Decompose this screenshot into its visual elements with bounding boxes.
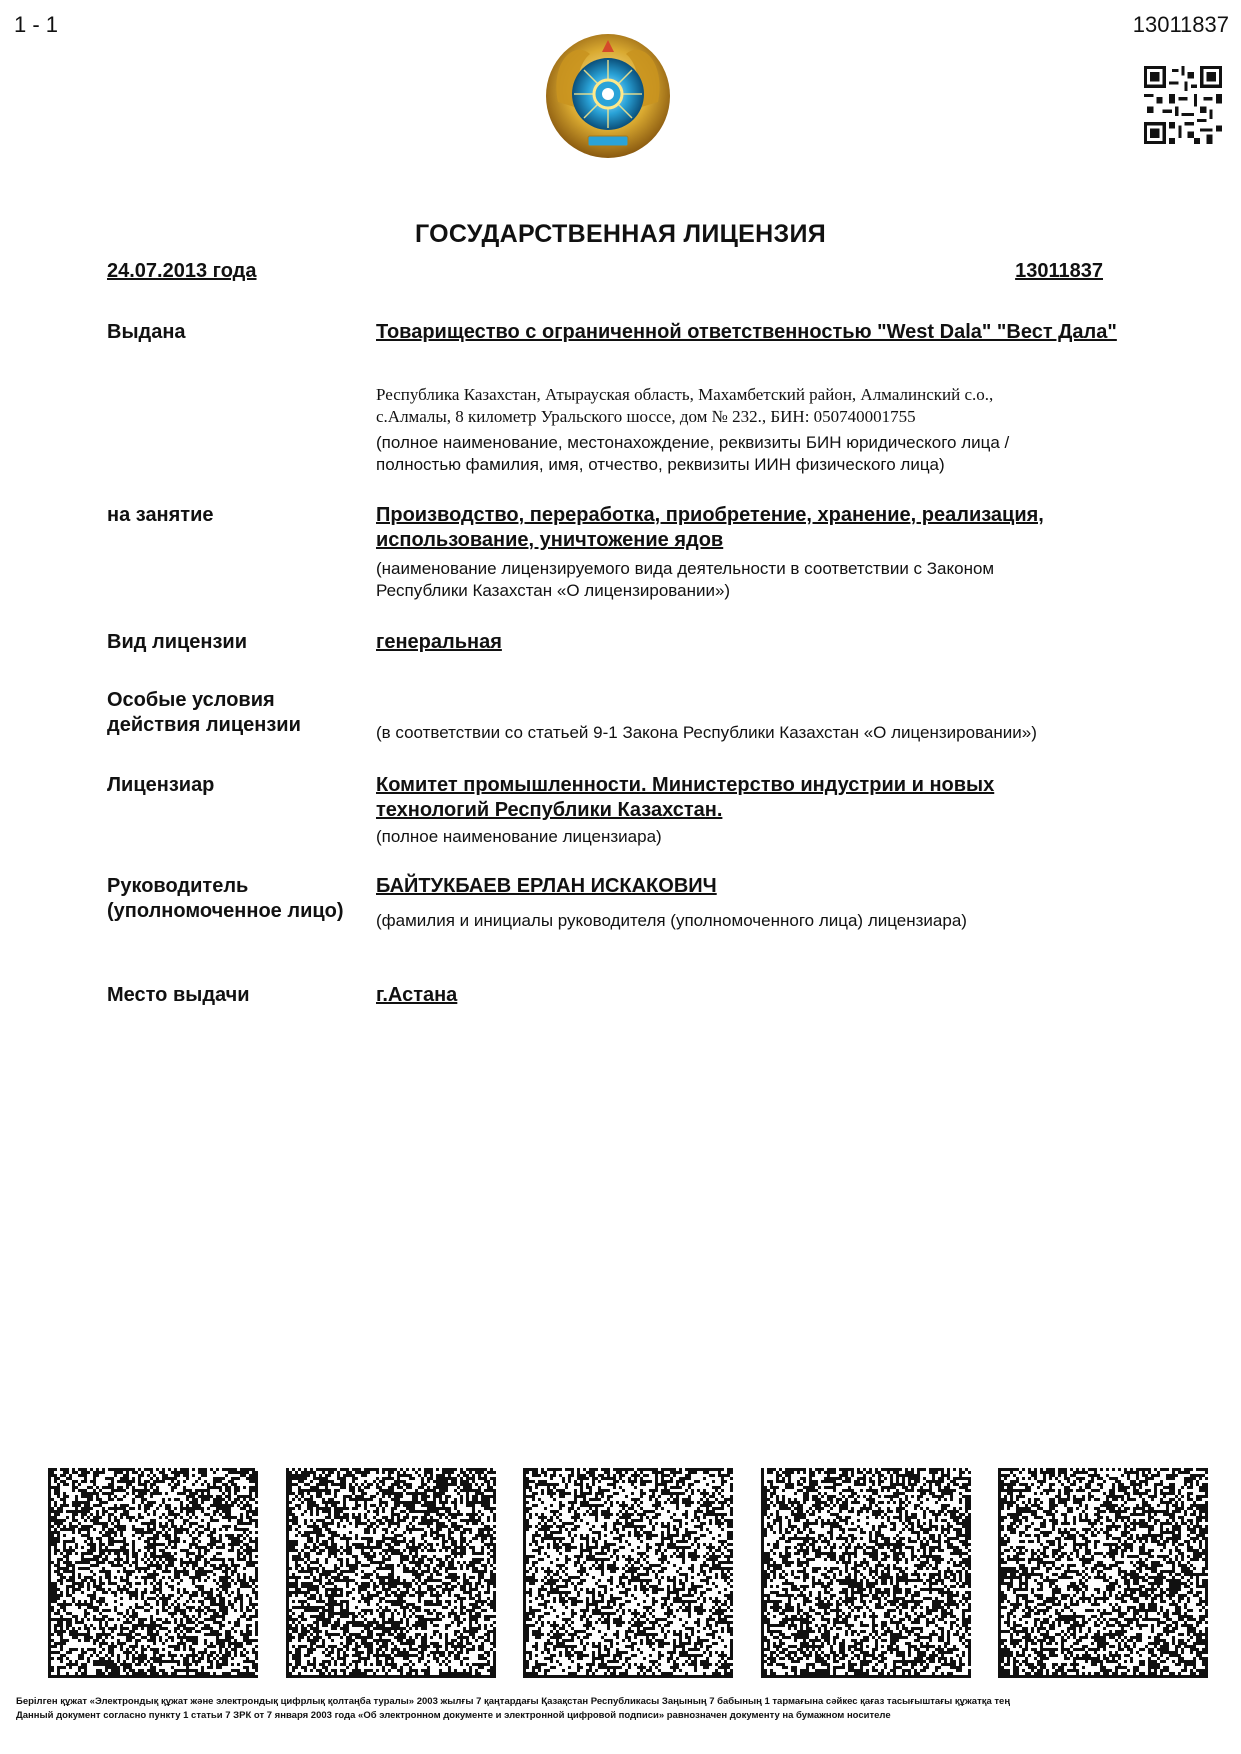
special-conditions-label-line1: Особые условия: [107, 689, 275, 711]
license-type-label: Вид лицензии: [107, 631, 248, 653]
2d-barcode-icon: [48, 1468, 258, 1678]
document-title: ГОСУДАРСТВЕННАЯ ЛИЦЕНЗИЯ: [414, 220, 827, 248]
footer-line-russian: Данный документ согласно пункту 1 статьи 7 ЗРК от 7 января 2003 года «Об электронном документе и электронной цифровой подписи» равнозначен документу на бумажном носителе: [16, 1710, 891, 1721]
license-date: 24.07.2013 года: [107, 260, 257, 282]
licensor-hint: (полное наименование лицензиара): [376, 827, 662, 846]
issued-to-value: Товарищество с ограниченной ответственностью "West Dala" "Вест Дала": [376, 321, 1117, 343]
page-number: 1 - 1: [14, 12, 59, 37]
licensor-value-line2: технологий Республики Казахстан.: [376, 799, 723, 821]
qr-code-icon: [1144, 66, 1222, 144]
place-label: Место выдачи: [107, 984, 250, 1006]
head-label-line1: Руководитель: [107, 875, 249, 897]
legal-footer: [16, 1695, 1226, 1723]
activity-hint-line1: (наименование лицензируемого вида деятельности в соответствии с Законом: [376, 559, 995, 578]
issued-to-label: Выдана: [107, 321, 186, 343]
issued-to-hint-line1: (полное наименование, местонахождение, реквизиты БИН юридического лица /: [376, 433, 1010, 452]
activity-value-line1: Производство, переработка, приобретение, хранение, реализация,: [376, 504, 1044, 526]
2d-barcode-icon: [523, 1468, 733, 1678]
issued-to-hint-line2: полностью фамилия, имя, отчество, реквизиты ИИН физического лица): [376, 455, 945, 474]
issued-to-address-line1: Республика Казахстан, Атырауская область, Махамбетский район, Алмалинский с.о.,: [376, 385, 994, 404]
2d-barcode-icon: [286, 1468, 496, 1678]
licensor-label: Лицензиар: [107, 774, 215, 796]
issued-to-address-line2: с.Алмалы, 8 километр Уральского шоссе, дом № 232., БИН: 050740001755: [376, 407, 916, 426]
activity-label: на занятие: [107, 504, 214, 526]
special-conditions-hint: (в соответствии со статьей 9-1 Закона Республики Казахстан «О лицензировании»): [376, 723, 1037, 742]
activity-hint-line2: Республики Казахстан «О лицензировании»): [376, 581, 731, 600]
footer-line-kazakh: Берілген құжат «Электрондық құжат және электрондық цифрлық қолтаңба туралы» 2003 жылғы 7 қаңтардағы Қазақстан Республикасы Заңының 7 бабының 1 тармағына сәйкес қағаз тасығыштағы құжатқа тең: [16, 1696, 1011, 1707]
head-value: БАЙТУКБАЕВ ЕРЛАН ИСКАКОВИЧ: [376, 875, 717, 897]
head-label-line2: (уполномоченное лицо): [107, 900, 344, 922]
2d-barcode-icon: [761, 1468, 971, 1678]
license-number: 13011837: [1015, 260, 1103, 282]
license-type-value: генеральная: [376, 631, 502, 653]
head-hint: (фамилия и инициалы руководителя (уполномоченного лица) лицензиара): [376, 911, 967, 930]
2d-barcode-icon: [998, 1468, 1208, 1678]
special-conditions-label-line2: действия лицензии: [107, 714, 301, 736]
document-number: 13011837: [1132, 12, 1229, 37]
state-emblem-icon: [544, 32, 672, 164]
place-value: г.Астана: [376, 984, 458, 1006]
activity-value-line2: использование, уничтожение ядов: [376, 529, 724, 551]
barcode-strip: [48, 1468, 1208, 1678]
licensor-value-line1: Комитет промышленности. Министерство индустрии и новых: [376, 774, 995, 796]
